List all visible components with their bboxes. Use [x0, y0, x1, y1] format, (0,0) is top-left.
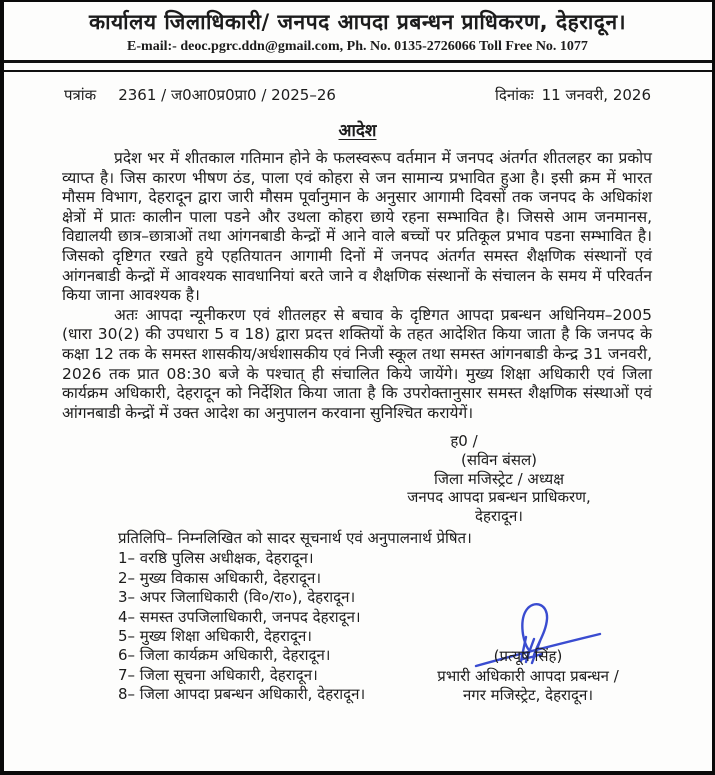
order-body — [62, 149, 652, 423]
signatory-block — [339, 432, 659, 525]
signed-mark: ह0 / — [450, 432, 478, 451]
copy-to-heading: प्रतिलिपि– निम्नलिखित को सादर सूचनार्थ एवं अनुपालनार्थ प्रेषित। — [118, 529, 472, 548]
copy-to-item: 8– जिला आपदा प्रबन्धन अधिकारी, देहरादून। — [118, 685, 366, 704]
signatory-designation-3: देहरादून। — [475, 506, 523, 525]
copy-to-item: 7– जिला सूचना अधिकारी, देहरादून। — [118, 665, 318, 684]
copy-to-item: 5– मुख्य शिक्षा अधिकारी, देहरादून। — [118, 626, 312, 645]
contact-info: E-mail:- deoc.pgrc.ddn@gmail.com, Ph. No. 0135-2726066 Toll Free No. 1077 — [127, 39, 588, 54]
signatory-name: (सविन बंसल) — [460, 450, 538, 469]
second-signatory-designation-1: प्रभारी अधिकारी आपदा प्रबन्धन / — [437, 666, 619, 685]
letter-number-label: पत्रांक — [64, 86, 97, 104]
copy-to-item: 1– वरष्ठि पुलिस अधीक्षक, देहरादून। — [118, 549, 314, 568]
letter-number — [64, 85, 336, 105]
copy-to-section — [118, 529, 715, 704]
order-paragraph-1: प्रदेश भर में शीतकाल गतिमान होने के फलस्वरूप वर्तमान में जनपद अंतर्गत शीतलहर का प्रकोप व्याप्त है। जिस कारण भीषण ठंड, पाला एवं कोहरा से जन सामान्य प्रभावित हुआ है। इसी क्रम में भारत मौसम विभाग, देहरादून द्वारा जारी मौसम पूर्वानुमान के अनुसार आगामी दिवसों तक जनपद के अधिकांश क्षेत्रों में प्रातः कालीन पाला पडने और उथला कोहरा छाये रहना सम्भावित है। जिससे आम जनमानस, विद्यालयी छात्र–छात्राओं तथा आंगनबाडी केन्द्रों में आने वाले बच्चों पर प्रतिकूल प्रभाव पडना सम्भावित है। जिसको दृष्टिगत रखते हुये एहतियातन आगामी दिनों में जनपद अंतर्गत समस्त शैक्षणिक संस्थानों एवं आंगनबाडी केन्द्रों में आवश्यक सावधानियां बरते जाने व शैक्षणिक संस्थानों के संचालन के समय में परिवर्तन किया जाना आवश्यक है। — [62, 149, 652, 305]
letter-date-label: दिनांकः — [494, 86, 534, 104]
signatory-designation-2: जनपद आपदा प्रबन्धन प्राधिकरण, — [407, 488, 591, 507]
copy-to-item: 6– जिला कार्यक्रम अधिकारी, देहरादून। — [118, 646, 331, 665]
second-signatory-designation-2: नगर मजिस्ट्रेट, देहरादून। — [462, 686, 594, 705]
scan-border-left — [0, 0, 4, 775]
letter-date-value: 11 जनवरी, 2026 — [541, 86, 651, 104]
reference-row — [0, 72, 715, 105]
letterhead-divider — [0, 60, 715, 72]
copy-to-item: 4– समस्त उपजिलाधिकारी, जनपद देहरादून। — [118, 607, 361, 626]
second-signatory-block — [393, 647, 663, 706]
second-signatory-name: (प्रत्यूष सिंह) — [493, 647, 563, 666]
letterhead — [0, 0, 715, 72]
signatory-designation-1: जिला मजिस्ट्रेट / अध्यक्ष — [434, 469, 564, 488]
order-title: आदेश — [338, 121, 377, 141]
copy-to-item: 3– अपर जिलाधिकारी (वि०/रा०), देहरादून। — [118, 588, 356, 607]
letter-date — [495, 85, 651, 105]
order-paragraph-2: अतः आपदा न्यूनीकरण एवं शीतलहर से बचाव के दृष्टिगत आपदा प्रबन्धन अधिनियम–2005 (धारा 30(2) की उपधारा 5 व 18) द्वारा प्रदत्त शक्तियों के तहत आदेशित किया जाता है कि जनपद के कक्षा 12 तक के समस्त शासकीय/अर्धशासकीय एवं निजी स्कूल तथा समस्त आंगनबाडी केन्द्र 31 जनवरी, 2026 तक प्रात 08:30 बजे के पश्चात् ही संचालित किये जायेंगे। मुख्य शिक्षा अधिकारी एवं जिला कार्यक्रम अधिकारी, देहरादून को निर्देशित किया जाता है कि उपरोक्तानुसार समस्त शैक्षणिक संस्थाओं एवं आंगनबाडी केन्द्रों में उक्त आदेश का अनुपालन करवाना सुनिश्चित करायेगें। — [62, 305, 652, 422]
letter-number-value: 2361 / ज0आ0प्र0प्रा0 / 2025–26 — [118, 86, 336, 104]
office-name: कार्यालय जिलाधिकारी/ जनपद आपदा प्रबन्धन प्राधिकरण, देहरादून। — [88, 10, 627, 34]
scan-border-bottom — [0, 771, 715, 775]
scan-border-top — [0, 0, 715, 2]
copy-to-item: 2– मुख्य विकास अधिकारी, देहरादून। — [118, 568, 322, 587]
